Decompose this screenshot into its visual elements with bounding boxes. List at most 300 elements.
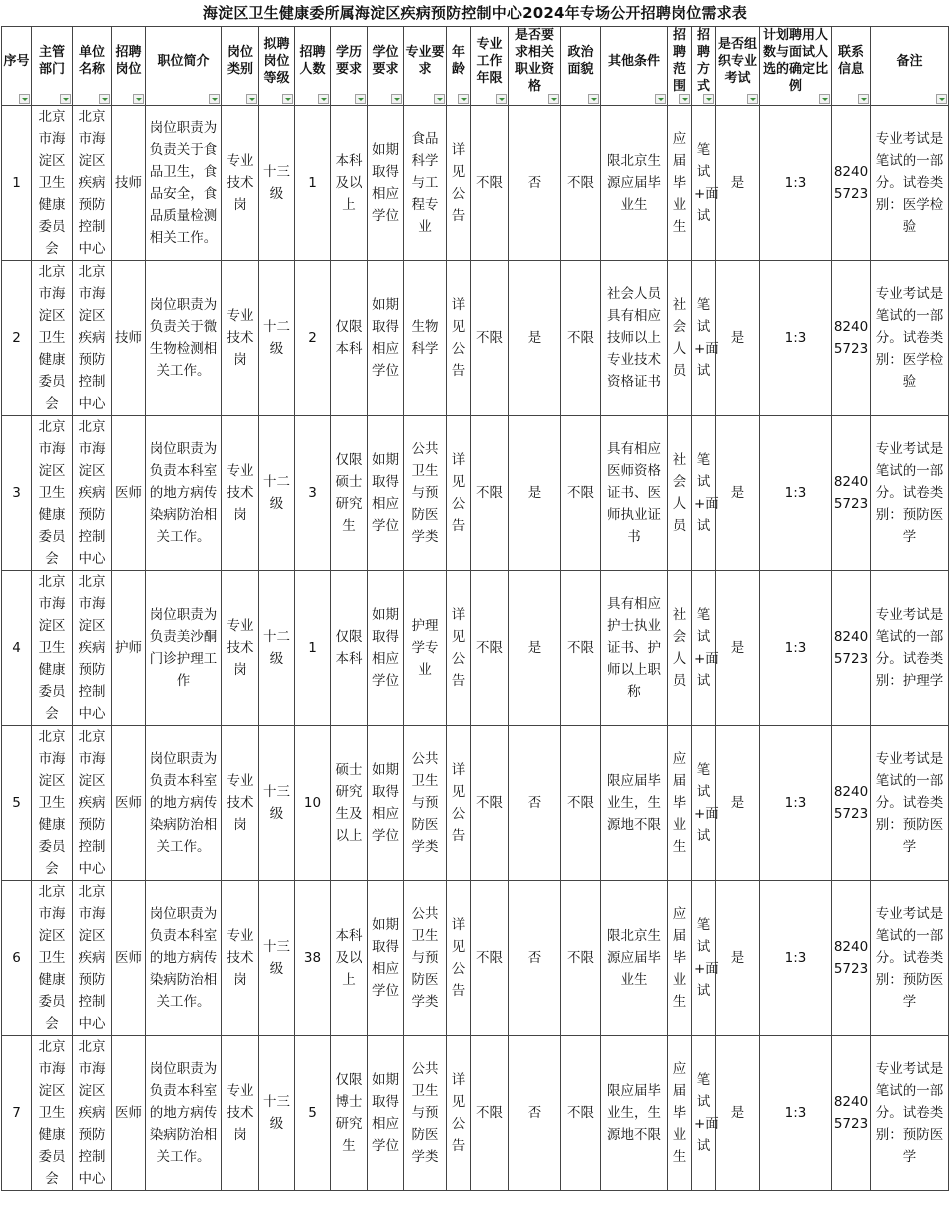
cell-text: 护师 [115,640,142,656]
cell-remarks[interactable] [871,571,949,726]
cell-education[interactable] [331,1036,368,1191]
cell-text: 不限 [476,485,503,501]
cell-method[interactable] [692,106,719,261]
cell-text: 笔试+面试 [694,142,719,224]
cell-text: 仅限硕士研究生 [335,452,363,534]
cell-age[interactable] [447,726,471,881]
column-header-label: 学历要求 [335,45,362,77]
cell-work-years[interactable] [471,571,509,726]
cell-scope[interactable] [668,1036,692,1191]
filter-dropdown-icon[interactable] [318,94,329,104]
cell-work-years[interactable] [471,261,509,416]
cell-department[interactable] [32,106,73,261]
cell-text: 如期取得相应学位 [372,297,399,379]
cell-method[interactable] [692,881,719,1036]
cell-position[interactable] [112,416,146,571]
cell-degree[interactable] [368,416,404,571]
cell-political[interactable] [561,571,601,726]
filter-dropdown-icon[interactable] [679,94,690,104]
cell-text: 详见公告 [451,607,466,689]
cell-exam[interactable] [716,726,760,881]
column-header-label: 学位要求 [372,45,399,77]
cell-position[interactable] [112,261,146,416]
filter-dropdown-icon[interactable] [133,94,144,104]
cell-work-years[interactable] [471,881,509,1036]
cell-method[interactable] [692,1036,719,1191]
cell-headcount[interactable] [295,416,331,571]
filter-dropdown-icon[interactable] [936,94,947,104]
filter-dropdown-icon[interactable] [355,94,366,104]
cell-qualification[interactable] [509,106,561,261]
cell-work-years[interactable] [471,106,509,261]
cell-seq[interactable] [2,571,32,726]
cell-department[interactable] [32,726,73,881]
cell-level[interactable] [259,1036,295,1191]
cell-major[interactable] [404,1036,447,1191]
cell-category[interactable] [222,106,259,261]
filter-dropdown-icon[interactable] [747,94,758,104]
cell-text: 不限 [567,795,594,811]
cell-scope[interactable] [668,726,692,881]
cell-exam[interactable] [716,106,760,261]
cell-method[interactable] [692,726,719,881]
cell-headcount[interactable] [295,261,331,416]
cell-text: 详见公告 [451,452,466,534]
cell-text: 不限 [567,330,594,346]
filter-dropdown-icon[interactable] [209,94,220,104]
cell-text: 笔试+面试 [694,452,719,534]
cell-education[interactable] [331,881,368,1036]
cell-description[interactable] [146,261,222,416]
cell-exam[interactable] [716,571,760,726]
cell-position[interactable] [112,726,146,881]
cell-text: 技师 [115,330,142,346]
cell-exam[interactable] [716,881,760,1036]
filter-dropdown-icon[interactable] [282,94,293,104]
cell-position[interactable] [112,881,146,1036]
cell-description[interactable] [146,571,222,726]
cell-ratio[interactable] [760,106,832,261]
cell-degree[interactable] [368,881,404,1036]
cell-work-years[interactable] [471,726,509,881]
cell-text: 详见公告 [451,762,466,844]
cell-age[interactable] [447,261,471,416]
column-header-age [447,27,471,106]
table-row [2,571,949,726]
cell-qualification[interactable] [509,571,561,726]
cell-text: 应届毕业生 [672,751,687,855]
cell-department[interactable] [32,416,73,571]
cell-political[interactable] [561,416,601,571]
table-body [2,106,949,1191]
cell-category[interactable] [222,881,259,1036]
cell-text: 北京市海淀区疾病预防控制中心 [78,884,106,1032]
filter-dropdown-icon[interactable] [458,94,469,104]
cell-level[interactable] [259,416,295,571]
cell-contact[interactable] [832,416,871,571]
cell-qualification[interactable] [509,1036,561,1191]
cell-major[interactable] [404,261,447,416]
header-row [2,27,949,106]
cell-level[interactable] [259,106,295,261]
cell-text: 专业技术岗 [226,773,254,833]
cell-text: 10 [303,795,322,811]
cell-other[interactable] [601,881,668,1036]
cell-text: 专业考试是笔试的一部分。试卷类别：医学检验 [875,286,944,390]
table-row [2,416,949,571]
cell-text: 82405723 [833,629,869,667]
cell-age[interactable] [447,1036,471,1191]
column-header-label: 其他条件 [607,53,660,69]
cell-text: 是 [527,330,542,346]
cell-text: 北京市海淀区疾病预防控制中心 [78,729,106,877]
column-header-position [112,27,146,106]
cell-education[interactable] [331,261,368,416]
table-row [2,726,949,881]
cell-text: 北京市海淀区疾病预防控制中心 [78,574,106,722]
column-header-label: 单位名称 [78,45,105,77]
cell-text: 否 [527,1105,542,1121]
cell-contact[interactable] [832,571,871,726]
column-header-major [404,27,447,106]
cell-scope[interactable] [668,261,692,416]
filter-dropdown-icon[interactable] [434,94,445,104]
cell-text: 岗位职责为负责美沙酮门诊护理工作 [149,607,218,689]
cell-text: 专业考试是笔试的一部分。试卷类别：预防医学 [875,906,944,1010]
cell-text: 笔试+面试 [694,1072,719,1154]
column-header-label: 专业工作年限 [476,36,503,86]
cell-unit[interactable] [73,416,112,571]
cell-text: 专业考试是笔试的一部分。试卷类别：护理学 [875,607,944,689]
cell-description[interactable] [146,1036,222,1191]
column-header-category [222,27,259,106]
cell-remarks[interactable] [871,1036,949,1191]
cell-text: 社会人员具有相应技师以上专业技术资格证书 [607,286,661,390]
cell-category[interactable] [222,1036,259,1191]
cell-major[interactable] [404,106,447,261]
cell-text: 社会人员 [672,297,687,379]
cell-text: 专业考试是笔试的一部分。试卷类别：预防医学 [875,441,944,545]
cell-other[interactable] [601,106,668,261]
cell-text: 2 [308,330,317,346]
cell-text: 专业技术岗 [226,928,254,988]
cell-scope[interactable] [668,571,692,726]
cell-education[interactable] [331,571,368,726]
cell-text: 北京市海淀区卫生健康委员会 [38,574,66,722]
table-row [2,1036,949,1191]
cell-text: 1 [12,175,21,191]
filter-dropdown-icon[interactable] [60,94,71,104]
cell-unit[interactable] [73,726,112,881]
cell-qualification[interactable] [509,881,561,1036]
cell-ratio[interactable] [760,571,832,726]
cell-text: 6 [12,950,21,966]
cell-text: 如期取得相应学位 [372,452,399,534]
cell-other[interactable] [601,571,668,726]
cell-other[interactable] [601,261,668,416]
cell-exam[interactable] [716,261,760,416]
column-header-label: 计划聘用人数与面试人选的确定比例 [762,28,828,94]
filter-dropdown-icon[interactable] [858,94,869,104]
cell-scope[interactable] [668,106,692,261]
cell-major[interactable] [404,881,447,1036]
cell-text: 应届毕业生 [672,906,687,1010]
cell-text: 是 [730,175,745,191]
cell-text: 仅限本科 [335,629,363,667]
cell-qualification[interactable] [509,416,561,571]
cell-political[interactable] [561,881,601,1036]
cell-description[interactable] [146,106,222,261]
cell-contact[interactable] [832,261,871,416]
cell-text: 仅限博士研究生 [335,1072,363,1154]
cell-contact[interactable] [832,881,871,1036]
cell-text: 如期取得相应学位 [372,1072,399,1154]
filter-dropdown-icon[interactable] [655,94,666,104]
cell-scope[interactable] [668,416,692,571]
cell-age[interactable] [447,416,471,571]
cell-text: 不限 [476,175,503,191]
cell-degree[interactable] [368,726,404,881]
cell-text: 公共卫生与预防医学类 [411,1061,439,1165]
cell-education[interactable] [331,106,368,261]
cell-text: 82405723 [833,474,869,512]
cell-level[interactable] [259,571,295,726]
filter-dropdown-icon[interactable] [703,94,714,104]
cell-text: 是 [730,1105,745,1121]
cell-text: 3 [308,485,317,501]
cell-text: 北京市海淀区卫生健康委员会 [38,264,66,412]
filter-dropdown-icon[interactable] [496,94,507,104]
column-header-method [692,27,716,106]
column-header-ratio [760,27,832,106]
cell-position[interactable] [112,106,146,261]
cell-position[interactable] [112,571,146,726]
cell-major[interactable] [404,416,447,571]
cell-seq[interactable] [2,1036,32,1191]
cell-method[interactable] [692,261,719,416]
filter-dropdown-icon[interactable] [19,94,30,104]
cell-remarks[interactable] [871,881,949,1036]
cell-text: 3 [12,485,21,501]
cell-seq[interactable] [2,881,32,1036]
cell-other[interactable] [601,726,668,881]
cell-headcount[interactable] [295,1036,331,1191]
cell-political[interactable] [561,726,601,881]
filter-dropdown-icon[interactable] [246,94,257,104]
column-header-education [331,27,368,106]
cell-age[interactable] [447,571,471,726]
cell-text: 1:3 [784,485,807,501]
cell-seq[interactable] [2,106,32,261]
cell-headcount[interactable] [295,881,331,1036]
cell-text: 本科及以上 [335,153,363,213]
cell-text: 不限 [476,640,503,656]
cell-text: 是 [527,640,542,656]
cell-text: 岗位职责为负责本科室的地方病传染病防治相关工作。 [149,751,218,855]
cell-text: 北京市海淀区卫生健康委员会 [38,419,66,567]
cell-political[interactable] [561,1036,601,1191]
cell-category[interactable] [222,726,259,881]
cell-unit[interactable] [73,571,112,726]
cell-ratio[interactable] [760,1036,832,1191]
cell-text: 北京市海淀区疾病预防控制中心 [78,109,106,257]
cell-method[interactable] [692,571,719,726]
cell-text: 硕士研究生及以上 [335,762,363,844]
column-header-label: 主管部门 [38,45,65,77]
cell-text: 82405723 [833,1094,869,1132]
cell-ratio[interactable] [760,261,832,416]
cell-text: 专业技术岗 [226,308,254,368]
cell-degree[interactable] [368,1036,404,1191]
column-header-exam [716,27,760,106]
cell-other[interactable] [601,416,668,571]
cell-work-years[interactable] [471,416,509,571]
cell-text: 笔试+面试 [694,607,719,689]
cell-unit[interactable] [73,106,112,261]
cell-text: 38 [303,950,322,966]
filter-dropdown-icon[interactable] [588,94,599,104]
cell-text: 食品科学与工程专业 [411,131,439,235]
column-header-label: 招聘人数 [299,45,326,77]
column-header-label: 职位简介 [157,53,210,69]
cell-level[interactable] [259,726,295,881]
column-header-political [561,27,601,106]
cell-age[interactable] [447,881,471,1036]
cell-department[interactable] [32,881,73,1036]
cell-text: 公共卫生与预防医学类 [411,751,439,855]
cell-contact[interactable] [832,726,871,881]
filter-dropdown-icon[interactable] [548,94,559,104]
cell-text: 限应届毕业生，生源地不限 [607,1083,661,1143]
cell-text: 不限 [476,795,503,811]
cell-unit[interactable] [73,261,112,416]
cell-political[interactable] [561,106,601,261]
cell-text: 是 [730,330,745,346]
cell-description[interactable] [146,726,222,881]
cell-text: 北京市海淀区卫生健康委员会 [38,729,66,877]
cell-text: 北京市海淀区疾病预防控制中心 [78,264,106,412]
cell-education[interactable] [331,726,368,881]
cell-headcount[interactable] [295,106,331,261]
cell-text: 笔试+面试 [694,917,719,999]
cell-degree[interactable] [368,571,404,726]
cell-level[interactable] [259,261,295,416]
cell-text: 医师 [115,795,142,811]
cell-text: 5 [308,1105,317,1121]
cell-scope[interactable] [668,881,692,1036]
cell-text: 公共卫生与预防医学类 [411,906,439,1010]
filter-dropdown-icon[interactable] [391,94,402,104]
column-header-label: 专业要求 [405,45,445,77]
cell-text: 北京市海淀区疾病预防控制中心 [78,1039,106,1187]
column-header-label: 招聘方式 [696,28,710,94]
cell-text: 1:3 [784,1105,807,1121]
cell-text: 具有相应护士执业证书、护师以上职称 [607,596,661,700]
cell-unit[interactable] [73,881,112,1036]
cell-text: 十二级 [263,319,290,357]
cell-department[interactable] [32,571,73,726]
cell-text: 限应届毕业生，生源地不限 [607,773,661,833]
cell-text: 不限 [476,950,503,966]
cell-text: 专业考试是笔试的一部分。试卷类别：医学检验 [875,131,944,235]
cell-text: 限北京生源应届毕业生 [607,153,661,213]
cell-other[interactable] [601,1036,668,1191]
cell-exam[interactable] [716,416,760,571]
cell-political[interactable] [561,261,601,416]
cell-age[interactable] [447,106,471,261]
table-row [2,881,949,1036]
cell-text: 十三级 [263,1094,290,1132]
column-header-label: 年龄 [451,45,465,77]
cell-category[interactable] [222,261,259,416]
cell-text: 岗位职责为负责本科室的地方病传染病防治相关工作。 [149,906,218,1010]
cell-category[interactable] [222,416,259,571]
column-header-level [259,27,295,106]
cell-text: 不限 [476,1105,503,1121]
cell-major[interactable] [404,726,447,881]
cell-headcount[interactable] [295,571,331,726]
page-title: 海淀区卫生健康委所属海淀区疾病预防控制中心2024年专场公开招聘岗位需求表 [202,4,748,22]
cell-education[interactable] [331,416,368,571]
cell-headcount[interactable] [295,726,331,881]
cell-qualification[interactable] [509,726,561,881]
filter-dropdown-icon[interactable] [99,94,110,104]
cell-description[interactable] [146,416,222,571]
cell-text: 详见公告 [451,1072,466,1154]
cell-level[interactable] [259,881,295,1036]
cell-text: 如期取得相应学位 [372,762,399,844]
column-header-label: 序号 [3,53,30,69]
cell-degree[interactable] [368,106,404,261]
cell-remarks[interactable] [871,726,949,881]
column-header-label: 招聘岗位 [115,45,142,77]
column-header-seq [2,27,32,106]
cell-remarks[interactable] [871,416,949,571]
cell-remarks[interactable] [871,106,949,261]
cell-major[interactable] [404,571,447,726]
cell-method[interactable] [692,416,719,571]
cell-seq[interactable] [2,726,32,881]
cell-degree[interactable] [368,261,404,416]
cell-text: 医师 [115,1105,142,1121]
cell-remarks[interactable] [871,261,949,416]
column-header-label: 是否组织专业考试 [717,36,757,86]
cell-seq[interactable] [2,261,32,416]
cell-unit[interactable] [73,1036,112,1191]
cell-text: 生物科学 [411,319,439,357]
cell-seq[interactable] [2,416,32,571]
cell-exam[interactable] [716,1036,760,1191]
cell-category[interactable] [222,571,259,726]
cell-position[interactable] [112,1036,146,1191]
filter-dropdown-icon[interactable] [819,94,830,104]
cell-qualification[interactable] [509,261,561,416]
cell-department[interactable] [32,261,73,416]
cell-text: 详见公告 [451,917,466,999]
cell-ratio[interactable] [760,881,832,1036]
cell-text: 1:3 [784,640,807,656]
cell-ratio[interactable] [760,726,832,881]
cell-ratio[interactable] [760,416,832,571]
cell-work-years[interactable] [471,1036,509,1191]
cell-description[interactable] [146,881,222,1036]
cell-department[interactable] [32,1036,73,1191]
cell-contact[interactable] [832,106,871,261]
cell-contact[interactable] [832,1036,871,1191]
cell-text: 1:3 [784,330,807,346]
cell-text: 否 [527,950,542,966]
cell-text: 十二级 [263,629,290,667]
